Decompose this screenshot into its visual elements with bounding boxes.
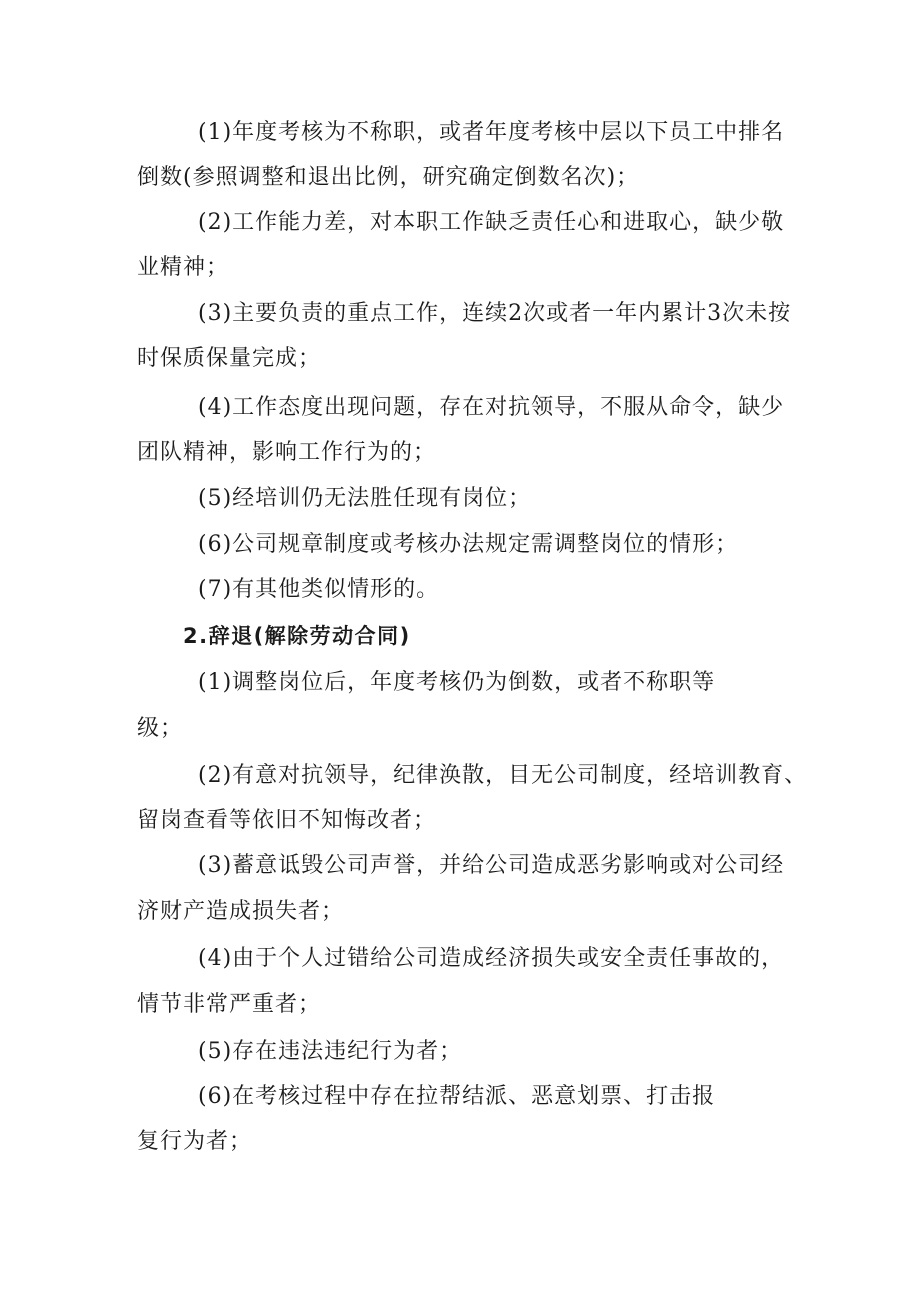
s1-item-5: (5)经培训仍无法胜任现有岗位； xyxy=(198,486,532,511)
section-heading: 2.辞退(解除劳动合同) xyxy=(183,624,411,648)
s2-item-2-line2: 留岗查看等依旧不知悔改者； xyxy=(137,808,437,833)
s1-item-7: (7)有其他类似情形的。 xyxy=(198,577,440,602)
s1-item-4-line1: (4)工作态度出现问题，存在对抗领导，不服从命令，缺少 xyxy=(198,395,785,420)
s2-item-4-line2: 情节非常严重者； xyxy=(137,992,322,1017)
s2-item-3-line2: 济财产造成损失者； xyxy=(137,899,345,924)
s1-item-2-line2: 业精神； xyxy=(137,255,230,280)
s2-item-5: (5)存在违法违纪行为者； xyxy=(198,1039,463,1064)
s2-item-6-line2: 复行为者； xyxy=(137,1129,253,1154)
s1-item-1-line1: (1)年度考核为不称职，或者年度考核中层以下员工中排名 xyxy=(198,120,785,145)
s2-item-2-line1: (2)有意对抗领导，纪律涣散，目无公司制度，经培训教育、 xyxy=(198,763,808,788)
s1-item-2-line1: (2)工作能力差，对本职工作缺乏责任心和进取心，缺少敬 xyxy=(198,210,785,235)
s1-item-6: (6)公司规章制度或考核办法规定需调整岗位的情形； xyxy=(198,532,739,557)
s2-item-3-line1: (3)蓄意诋毁公司声誉，并给公司造成恶劣影响或对公司经 xyxy=(198,853,785,878)
s2-item-4-line1: (4)由于个人过错给公司造成经济损失或安全责任事故的， xyxy=(198,946,785,971)
s1-item-1-line2: 倒数(参照调整和退出比例，研究确定倒数名次)； xyxy=(137,165,640,190)
s1-item-4-line2: 团队精神，影响工作行为的； xyxy=(137,440,437,465)
s2-item-1-line2: 级； xyxy=(137,716,184,741)
s1-item-3-line1: (3)主要负责的重点工作，连续2次或者一年内累计3次未按 xyxy=(198,301,792,326)
s2-item-1-line1: (1)调整岗位后，年度考核仍为倒数，或者不称职等 xyxy=(198,670,716,695)
s1-item-3-line2: 时保质保量完成； xyxy=(137,346,322,371)
s2-item-6-line1: (6)在考核过程中存在拉帮结派、恶意划票、打击报 xyxy=(198,1084,716,1109)
